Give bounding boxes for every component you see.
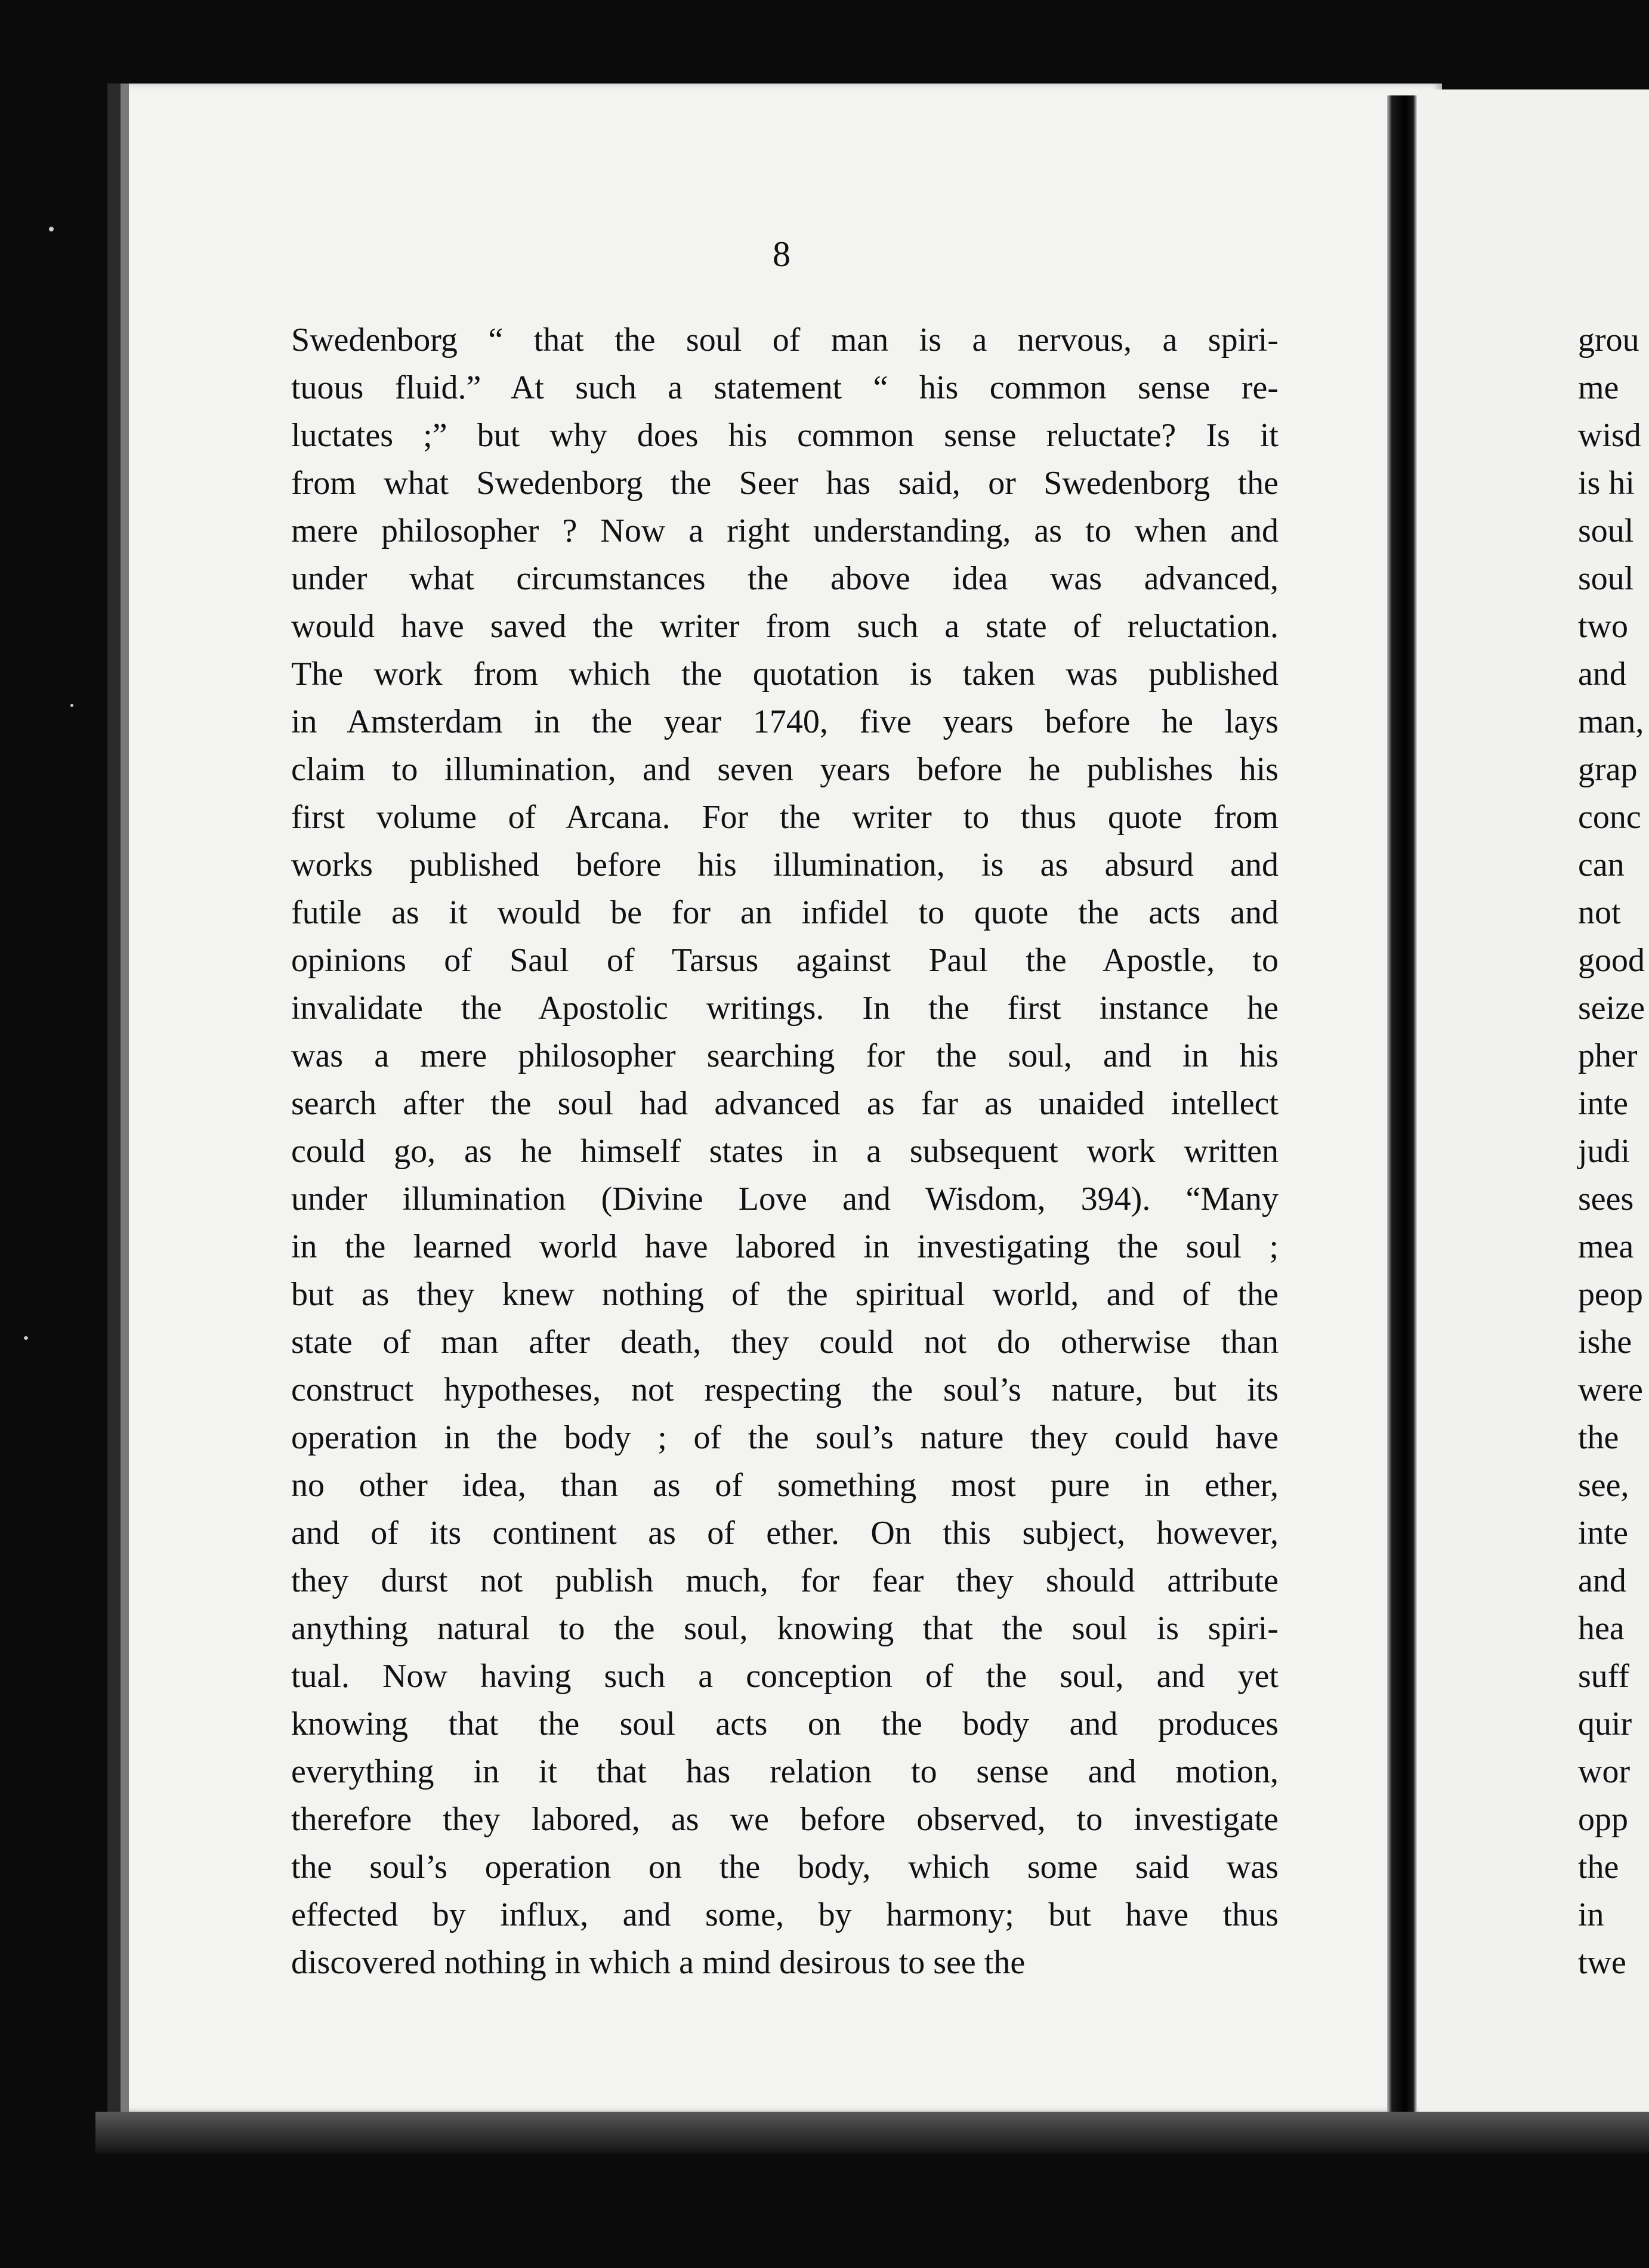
text-line: opinions of Saul of Tarsus against Paul the Apostle, to: [291, 942, 1279, 979]
facing-page-line: sees: [1578, 1181, 1634, 1218]
facing-page-line: and: [1578, 656, 1626, 693]
text-line: in Amsterdam in the year 1740, five years before he lays: [291, 703, 1279, 740]
facing-page-line: and: [1578, 1562, 1626, 1599]
text-line: the soul’s operation on the body, which some said was: [291, 1849, 1279, 1886]
facing-page-line: opp: [1578, 1801, 1628, 1838]
text-line: invalidate the Apostolic writings. In the first instance he: [291, 990, 1279, 1027]
text-line: but as they knew nothing of the spiritual world, and of the: [291, 1276, 1279, 1313]
text-line: first volume of Arcana. For the writer to thus quote from: [291, 799, 1279, 836]
text-line: works published before his illumination, is as absurd and: [291, 846, 1279, 883]
text-line: could go, as he himself states in a subsequent work written: [291, 1133, 1279, 1170]
text-line: from what Swedenborg the Seer has said, or Swedenborg the: [291, 465, 1279, 502]
facing-page-line: see,: [1578, 1467, 1629, 1504]
text-line: claim to illumination, and seven years before he publishes his: [291, 751, 1279, 788]
facing-page-line: me: [1578, 369, 1619, 406]
text-line: luctates ;” but why does his common sense reluctate? Is it: [291, 417, 1279, 454]
film-speck: [70, 704, 73, 707]
facing-page-line: hea: [1578, 1610, 1625, 1647]
text-line: discovered nothing in which a mind desirous to see the: [291, 1944, 1026, 1981]
facing-page-line: suff: [1578, 1658, 1630, 1695]
facing-page-line: were: [1578, 1371, 1643, 1408]
text-line: tuous fluid.” At such a statement “ his common sense re-: [291, 369, 1279, 406]
text-line: under illumination (Divine Love and Wisdom, 394). “Many: [291, 1181, 1279, 1218]
facing-page-line: quir: [1578, 1705, 1632, 1742]
text-line: under what circumstances the above idea was advanced,: [291, 560, 1279, 597]
facing-page-line: pher: [1578, 1037, 1638, 1074]
text-line: construct hypotheses, not respecting the soul’s nature, but its: [291, 1371, 1279, 1408]
book-gutter: [1387, 95, 1417, 2112]
facing-page-line: soul: [1578, 512, 1634, 549]
facing-page-line: soul: [1578, 560, 1634, 597]
facing-page-line: seize: [1578, 990, 1645, 1027]
text-line: state of man after death, they could not do otherwise than: [291, 1324, 1279, 1361]
text-line: and of its continent as of ether. On this subject, however,: [291, 1515, 1279, 1552]
page-number: 8: [773, 234, 790, 274]
facing-page-line: the: [1578, 1419, 1619, 1456]
text-line: everything in it that has relation to sense and motion,: [291, 1753, 1279, 1790]
film-speck: [49, 227, 54, 231]
text-line: operation in the body ; of the soul’s nature they could have: [291, 1419, 1279, 1456]
facing-page-line: the: [1578, 1849, 1619, 1886]
facing-page-line: is hi: [1578, 465, 1635, 502]
facing-page-line: man,: [1578, 703, 1644, 740]
text-line: mere philosopher ? Now a right understanding, as to when and: [291, 512, 1279, 549]
text-line: tual. Now having such a conception of the soul, and yet: [291, 1658, 1279, 1695]
film-speck: [24, 1336, 28, 1340]
text-line: anything natural to the soul, knowing that the soul is spiri-: [291, 1610, 1279, 1647]
text-line: effected by influx, and some, by harmony; but have thus: [291, 1896, 1279, 1933]
facing-page-line: wisd: [1578, 417, 1641, 454]
facing-page-line: two: [1578, 608, 1628, 645]
text-line: Swedenborg “ that the soul of man is a nervous, a spiri-: [291, 322, 1279, 359]
text-line: was a mere philosopher searching for the soul, and in his: [291, 1037, 1279, 1074]
facing-page-line: twe: [1578, 1944, 1626, 1981]
text-line: would have saved the writer from such a state of reluctation.: [291, 608, 1279, 645]
facing-page-line: ishe: [1578, 1324, 1632, 1361]
facing-page-line: can: [1578, 846, 1625, 883]
facing-page-line: conc: [1578, 799, 1641, 836]
text-line: knowing that the soul acts on the body and produces: [291, 1705, 1279, 1742]
text-line: The work from which the quotation is taken was published: [291, 656, 1279, 693]
text-line: they durst not publish much, for fear they should attribute: [291, 1562, 1279, 1599]
text-line: futile as it would be for an infidel to quote the acts and: [291, 894, 1279, 931]
text-line: in the learned world have labored in investigating the soul ;: [291, 1228, 1279, 1265]
facing-page-line: judi: [1578, 1133, 1631, 1170]
facing-page-line: inte: [1578, 1515, 1628, 1552]
facing-page-line: grou: [1578, 322, 1639, 359]
text-line: therefore they labored, as we before observed, to investigate: [291, 1801, 1279, 1838]
page-bottom-edge: [95, 2112, 1649, 2153]
text-line: no other idea, than as of something most pure in ether,: [291, 1467, 1279, 1504]
facing-page-line: not: [1578, 894, 1621, 931]
facing-page-line: peop: [1578, 1276, 1643, 1313]
facing-page-line: grap: [1578, 751, 1638, 788]
facing-page-line: good: [1578, 942, 1645, 979]
facing-page-line: in: [1578, 1896, 1604, 1933]
facing-page-line: mea: [1578, 1228, 1634, 1265]
facing-page-line: wor: [1578, 1753, 1631, 1790]
text-line: search after the soul had advanced as far as unaided intellect: [291, 1085, 1279, 1122]
facing-page-line: inte: [1578, 1085, 1628, 1122]
